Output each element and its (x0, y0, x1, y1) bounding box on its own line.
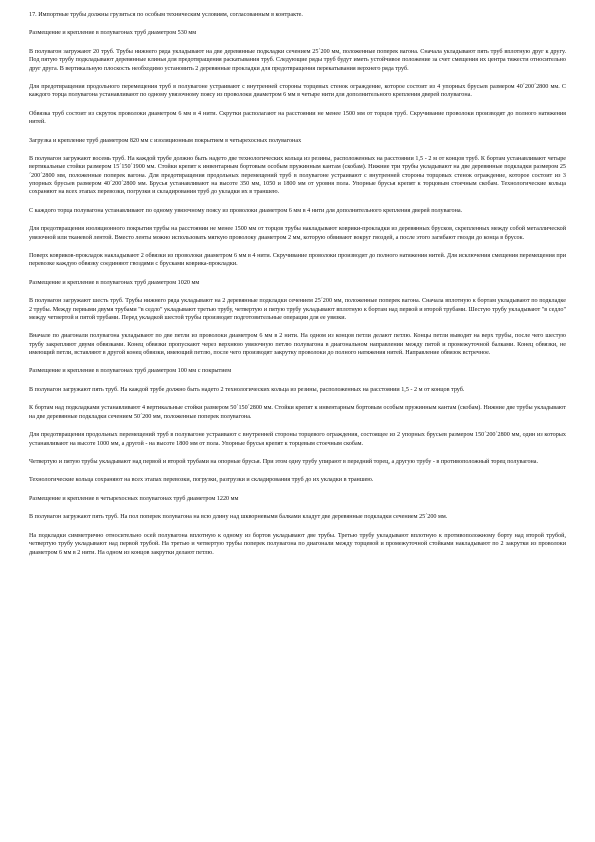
paragraph: Для предотвращения продольных перемещений труб в полувагоне устраивают с внутренней стороны торцевого ограждения, состоящее из 2 упорных брусьев размером 150´200´2800 мм, один из которых устанавливают на высоте 1000 мм, а другой - на высоте 1800 мм от пола. Упорные брусья крепят к торцевым стоечным скобам. (29, 432, 566, 447)
paragraph: Обвязка труб состоит из скруток проволоки диаметром 6 мм в 4 нити. Скрутки располагают на расстоянии не менее 1500 мм от торцов труб. Скручивание проволоки производят до полного натяжения нитей. (29, 110, 566, 126)
section-heading: Размещение и крепление в полувагонах труб диаметром 100 мм с покрытием (29, 368, 232, 375)
paragraph: Четвертую и пятую трубы укладывают над первой и второй трубами на опорные брусья. При этом одну трубу упирают в передний торец, а другую трубу - в противоположный торец полувагона. (29, 458, 539, 465)
paragraph: На подкладки симметрично относительно осей полувагона вплотную к одному из бортов укладывают две трубы. Третью трубу укладывают вплотную к противоположному борту над второй трубой, четвертую трубу укладывают над первой трубой. На третью и четвертую трубы поперек полувагона по диагонали между торцевой и промежуточной стойками накладывают по 2 закрутки из проволоки диаметром 6 мм в 2 нити. На одном из концов закрутки делают петлю. (29, 532, 566, 556)
paragraph: В полувагон загружают восемь труб. На каждой трубе должно быть надето две технологических кольца из резины, расположенных на расстоянии 1,5 - 2 м от концов труб. К бортам устанавливают четыре вертикальные стойки размером 15´150´1900 мм. Стойки крепят к инвентарным бортовым особым пружинным кантам (скобам). Нижние три трубы укладывают на две деревянные подкладки размером 25´200´2800 мм, положенные поперек вагона. Для предотвращения продольных перемещений труб в полувагоне устраивают с внутренней стороны торцовых стенок ограждение, которое состоит из 3 упорных брусьев размером 40´200´2800 мм. Брусья устанавливают на высоте 350 мм, 1050 и 1800 мм от уровня пола. Упорные брусья крепят к торцовым стоечным скобам. Технологические кольца сохраняют на всех этапах перевозки, погрузки и складирования труб до укладки их в траншею. (29, 156, 566, 196)
paragraph: В полувагон загружают пять труб. На каждой трубе должно быть надето 2 технологических кольца из резины, расположенных на расстоянии 1,5 - 2 м от концов труб. (29, 386, 465, 393)
paragraph: Вначале по диагонали полувагона укладывают по две петли из проволоки диаметром 6 мм в 2 нити. На одном из концов петли делают петлю. Концы петли выводят на верх трубы, после чего шестую трубу закрепляют двумя обвязками. Конец обвязки пропускают через верхнюю увязочную петлю полувагона в диагональном направлении между пятой и промежуточной балками. Конец обвязки, не имеющий петли, вставляют в другой конец обвязки, имеющий петлю, после чего производят закрутку проволоки до полного натяжения нитей. Направление обвязок встречное. (29, 333, 566, 356)
paragraph: К бортам над подкладками устанавливают 4 вертикальные стойки размером 50´150´2800 мм. Стойки крепят к инвентарным бортовым особым пружинным кантам (скобам). Нижние две трубы укладывают на две деревянные подкладки сечением 50´200 мм, положенные поперек полувагона. (29, 405, 566, 420)
document-page (29, 11, 566, 557)
paragraph: Технологические кольца сохраняют на всех этапах перевозки, погрузки, разгрузки и складирования труб до их укладки в траншею. (29, 477, 374, 484)
section-heading: Загрузка и крепление труб диаметром 820 мм с изоляционным покрытием в четырехосных полувагонах (29, 137, 302, 144)
paragraph: 17. Импортные трубы должны грузиться по особым техническим условиям, согласованным в контракте. (29, 12, 303, 18)
section-heading: Размещение и крепление в четырехосных полувагонах труб диаметром 1220 мм (29, 495, 239, 502)
section-heading: Размещение и крепление в полувагонах труб диаметром 530 мм (29, 30, 197, 37)
paragraph: Для предотвращения продольного перемещения труб в полувагоне устраивают с внутренней стороны торцевых стенок ограждение, которое состоит из 4 упорных брусьев размером 40´200´2800 мм. С каждого торца полувагона устанавливают по одному увязочному поясу из проволоки диаметром 6 мм в четыре нити для дополнительного крепления дверей полувагона. (29, 84, 566, 99)
paragraph: Поверх ковриков-прокладок накладывают 2 обвязки из проволоки диаметром 6 мм в 4 нити. Скручивание проволоки производят до полного натяжения нитей. Для исключения смещения перемещения при перевозке каждую обвязку соединяют гвоздями с брусками коврика-прокладки. (29, 253, 566, 268)
paragraph: В полувагон загружают 20 труб. Трубы нижнего ряда укладывают на две деревянные подкладки сечением 25´200 мм, положенные поперек вагона. Сначала укладывают пять труб вплотную друг к другу. Под пятую трубу подкладывают деревянные клинья для предотвращения раскатывания труб. Следующие ряды труб будут иметь устойчивое положение за счет смещения их центра тяжести относительно друг друга. В вертикальную плоскость необходимо установить 2 деревянные прокладки для предотвращения перекатывания верхнего ряда труб. (29, 48, 566, 72)
paragraph: В полувагон загружают шесть труб. Трубы нижнего ряда укладывают на 2 деревянные подкладки сечением 25´200 мм, положенные поперек вагона. Сначала вплотную к бортам укладывают по подкладке 2 трубы. Между первыми двумя трубами "в седло" укладывают третью трубу, четвертую и пятую трубу укладывают вплотную к бортам над первой и второй трубами. Шестую трубу укладывают "в седло" между четвертой и пятой трубами. Перед укладкой шестой трубы производят подготовительные операции для ее увязки. (29, 298, 566, 321)
paragraph: В полувагон загружают пять труб. На пол поперек полувагона на всю длину над шкворневыми балками кладут две деревянные подкладки сечением 25´200 мм. (29, 514, 448, 521)
paragraph: Для предотвращения изоляционного покрытия трубы на расстоянии не менее 1500 мм от торцов трубы накладывают коврики-прокладки из деревянных брусков, скрепленных между собой металлической увязочной или тканевой лентой. Вместо ленты можно использовать мягкую проволоку диаметром 2 мм, которую обвивают вокруг гвоздей, а после этого загибают гвозди до конца в брусок. (29, 226, 566, 241)
paragraph: С каждого торца полувагона устанавливают по одному увязочному поясу из проволоки диаметром 6 мм в 4 нити для дополнительного крепления дверей полувагона. (29, 207, 463, 214)
section-heading: Размещение и крепление в полувагонах труб диаметром 1020 мм (29, 279, 200, 286)
